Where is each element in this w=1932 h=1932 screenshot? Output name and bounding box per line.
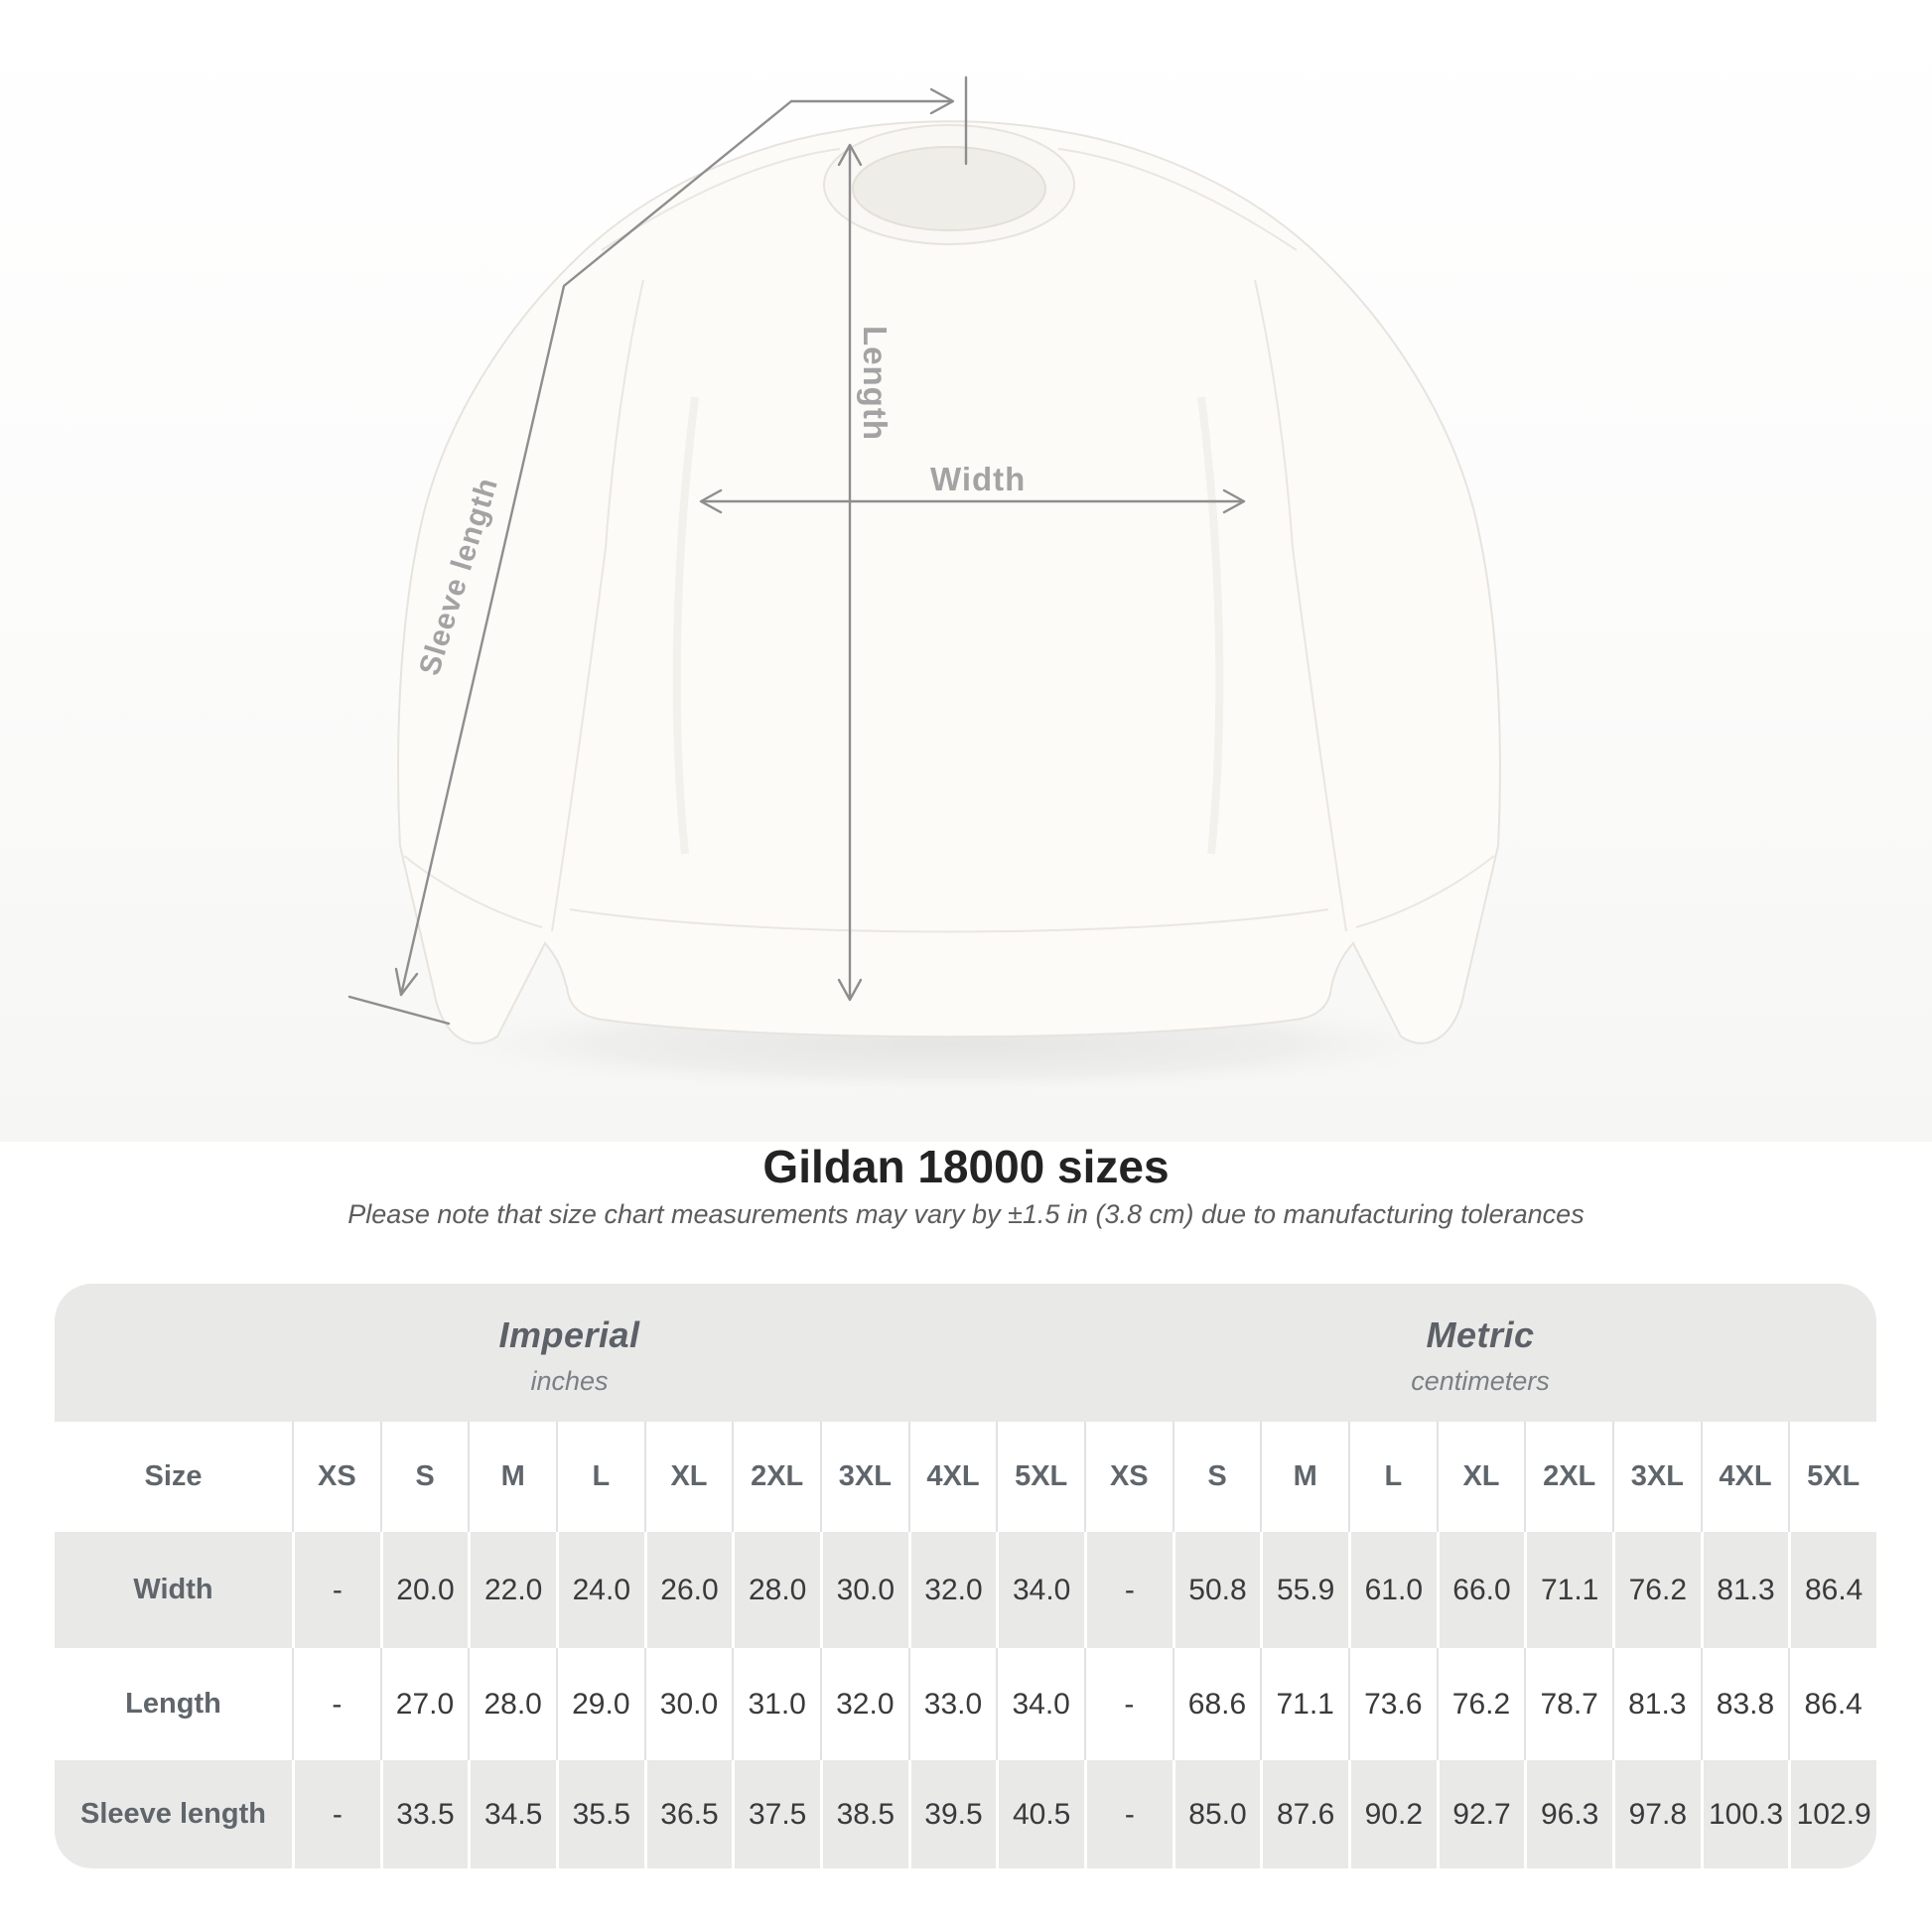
value-metric: 55.9	[1260, 1532, 1348, 1648]
value-metric: 68.6	[1173, 1648, 1261, 1760]
value-metric: 71.1	[1260, 1648, 1348, 1760]
value-metric: 73.6	[1348, 1648, 1437, 1760]
value-imperial: 32.0	[908, 1532, 997, 1648]
value-metric: 50.8	[1173, 1532, 1261, 1648]
value-metric: 92.7	[1437, 1760, 1525, 1868]
page-subtitle: Please note that size chart measurements may vary by ±1.5 in (3.8 cm) due to manufacturing tolerances	[347, 1199, 1585, 1229]
size-header-imperial-2xl: 2XL	[732, 1422, 820, 1532]
value-metric: 102.9	[1788, 1760, 1876, 1868]
size-header-imperial-4xl: 4XL	[908, 1422, 997, 1532]
value-imperial: 32.0	[820, 1648, 908, 1760]
size-header-imperial-s: S	[380, 1422, 469, 1532]
value-imperial: 28.0	[468, 1648, 556, 1760]
sleeve-length-label: Sleeve length	[413, 474, 505, 680]
imperial-group-header	[55, 1284, 1084, 1422]
value-metric: 85.0	[1173, 1760, 1261, 1868]
imperial-title: Imperial	[498, 1314, 640, 1355]
value-metric: 81.3	[1612, 1648, 1701, 1760]
value-metric: 90.2	[1348, 1760, 1437, 1868]
value-imperial: 33.0	[908, 1648, 997, 1760]
value-imperial: 38.5	[820, 1760, 908, 1868]
size-header-metric-l: L	[1348, 1422, 1437, 1532]
value-imperial: 34.0	[996, 1532, 1084, 1648]
page-title: Gildan 18000 sizes	[762, 1141, 1170, 1192]
metric-subtitle: centimeters	[1411, 1366, 1550, 1396]
value-metric: 96.3	[1524, 1760, 1612, 1868]
value-imperial: 34.5	[468, 1760, 556, 1868]
value-imperial: 36.5	[644, 1760, 733, 1868]
size-header-metric-4xl: 4XL	[1701, 1422, 1789, 1532]
value-imperial: 39.5	[908, 1760, 997, 1868]
value-metric: 86.4	[1788, 1648, 1876, 1760]
value-metric: 86.4	[1788, 1532, 1876, 1648]
size-header-row	[55, 1422, 1876, 1532]
value-imperial: -	[292, 1648, 380, 1760]
value-metric: 83.8	[1701, 1648, 1789, 1760]
value-metric: 78.7	[1524, 1648, 1612, 1760]
width-label: Width	[930, 461, 1027, 497]
size-header-metric-m: M	[1260, 1422, 1348, 1532]
value-imperial: 24.0	[556, 1532, 644, 1648]
size-header-imperial-l: L	[556, 1422, 644, 1532]
value-imperial: 27.0	[380, 1648, 469, 1760]
value-imperial: 35.5	[556, 1760, 644, 1868]
value-imperial: 20.0	[380, 1532, 469, 1648]
size-header-metric-xl: XL	[1437, 1422, 1525, 1532]
value-imperial: 37.5	[732, 1760, 820, 1868]
value-imperial: 30.0	[820, 1532, 908, 1648]
value-metric: 61.0	[1348, 1532, 1437, 1648]
value-metric: 100.3	[1701, 1760, 1789, 1868]
size-header-imperial-3xl: 3XL	[820, 1422, 908, 1532]
value-imperial: 33.5	[380, 1760, 469, 1868]
table-row-width	[55, 1532, 1876, 1648]
metric-title: Metric	[1426, 1314, 1535, 1355]
value-imperial: 28.0	[732, 1532, 820, 1648]
value-metric: -	[1084, 1648, 1173, 1760]
value-imperial: -	[292, 1760, 380, 1868]
imperial-subtitle: inches	[530, 1366, 609, 1396]
value-metric: 66.0	[1437, 1532, 1525, 1648]
value-metric: 87.6	[1260, 1760, 1348, 1868]
value-metric: 76.2	[1612, 1532, 1701, 1648]
row-label: Length	[125, 1688, 221, 1720]
size-header-imperial-xl: XL	[644, 1422, 733, 1532]
value-metric: 97.8	[1612, 1760, 1701, 1868]
table-row-sleeve-length	[55, 1760, 1876, 1868]
size-header-imperial-m: M	[468, 1422, 556, 1532]
value-imperial: 29.0	[556, 1648, 644, 1760]
size-header-metric-5xl: 5XL	[1788, 1422, 1876, 1532]
size-header-metric-xs: XS	[1084, 1422, 1173, 1532]
length-label: Length	[857, 326, 894, 441]
size-header-imperial-5xl: 5XL	[996, 1422, 1084, 1532]
value-imperial: 26.0	[644, 1532, 733, 1648]
value-imperial: 22.0	[468, 1532, 556, 1648]
unit-group-header	[55, 1284, 1876, 1422]
value-metric: -	[1084, 1760, 1173, 1868]
value-imperial: 30.0	[644, 1648, 733, 1760]
size-header-metric-2xl: 2XL	[1524, 1422, 1612, 1532]
value-imperial: -	[292, 1532, 380, 1648]
size-column-header: Size	[144, 1460, 203, 1492]
value-metric: -	[1084, 1532, 1173, 1648]
size-header-metric-3xl: 3XL	[1612, 1422, 1701, 1532]
value-metric: 71.1	[1524, 1532, 1612, 1648]
row-label: Sleeve length	[80, 1798, 266, 1830]
metric-group-header	[1084, 1284, 1876, 1422]
sleeve-length-cuff-tick	[349, 997, 449, 1024]
size-chart-table	[55, 1284, 1876, 1868]
value-imperial: 40.5	[996, 1760, 1084, 1868]
table-row-length	[55, 1648, 1876, 1760]
value-metric: 81.3	[1701, 1532, 1789, 1648]
row-label: Width	[133, 1574, 213, 1605]
value-imperial: 34.0	[996, 1648, 1084, 1760]
sweatshirt-illustration	[398, 121, 1500, 1043]
size-header-metric-s: S	[1173, 1422, 1261, 1532]
collar-opening	[853, 147, 1045, 230]
value-metric: 76.2	[1437, 1648, 1525, 1760]
value-imperial: 31.0	[732, 1648, 820, 1760]
size-header-imperial-xs: XS	[292, 1422, 380, 1532]
